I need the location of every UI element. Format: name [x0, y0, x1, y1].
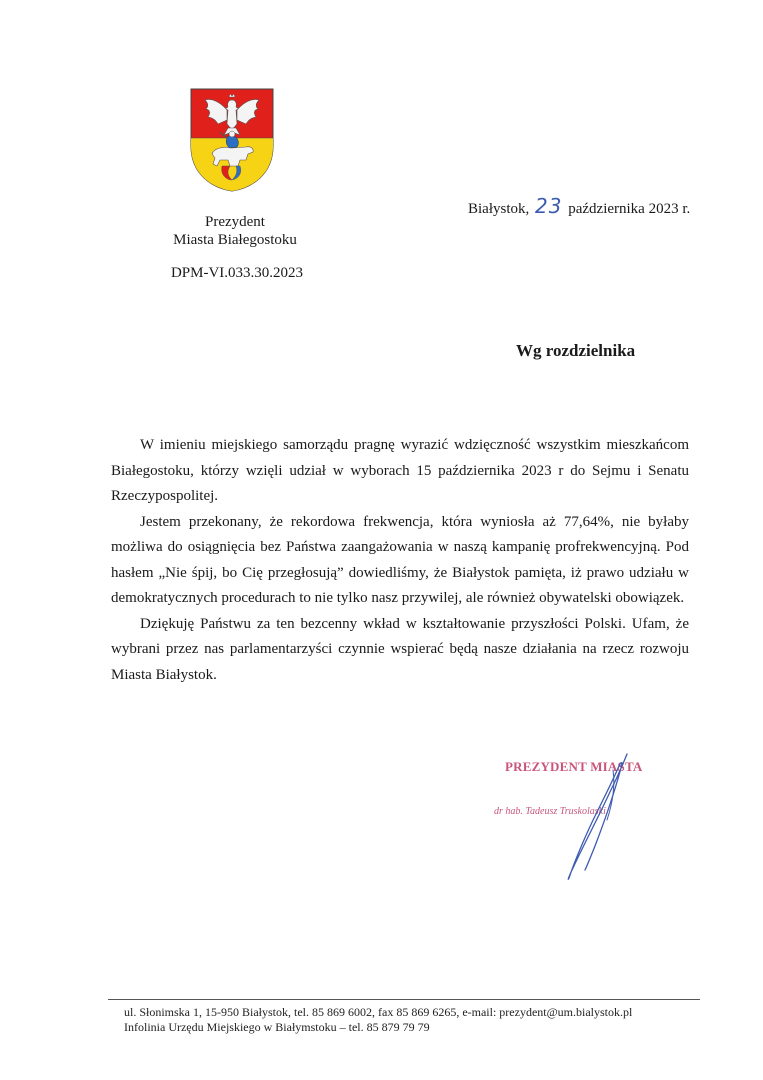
sender-title: Prezydent — [205, 214, 265, 230]
footer-hotline: Infolinia Urzędu Miejskiego w Białymstoku – tel. 85 879 79 79 — [124, 1020, 430, 1034]
date-city: Białystok, — [468, 201, 530, 217]
date-month-year: października 2023 r. — [568, 201, 691, 217]
stamp-name: dr hab. Tadeusz Truskolaski — [494, 806, 606, 817]
bialystok-coat-of-arms-icon — [190, 88, 274, 192]
sender-block — [140, 213, 330, 249]
reference-number: DPM-VI.033.30.2023 — [170, 265, 304, 281]
stamp-title: PREZYDENT MIASTA — [505, 759, 643, 774]
sender-office: Miasta Białegostoku — [173, 232, 297, 248]
paragraph: Jestem przekonany, że rekordowa frekwencja, która wyniosła aż 77,64%, nie byłaby możliwa do osiągnięcia bez Państwa zaangażowania w naszą kampanię profrekwencyjną. Pod hasłem „Nie śpij, bo Cię przegłosują” dowiedliśmy, że Białystok pamięta, iż prawo udziału w demokratycznych procedurach to nie tylko nasz przywilej, ale również obywatelski obowiązek. — [111, 513, 689, 606]
paragraph: Dziękuję Państwu za ten bezcenny wkład w kształtowanie przyszłości Polski. Ufam, że wybrani przez nas parlamentarzyści czynnie wspierać będą nasze działania na rzecz rozwoju Miasta Białystok. — [111, 615, 689, 683]
recipient: Wg rozdzielnika — [516, 341, 636, 360]
paragraph: W imieniu miejskiego samorządu pragnę wyrazić wdzięczność wszystkim mieszkańcom Białegostoku, którzy wzięli udział w wyborach 15 października 2023 r do Sejmu i Senatu Rzeczypospolitej. — [111, 437, 689, 504]
handwritten-signature-icon — [535, 750, 635, 885]
footer-divider — [108, 999, 700, 1000]
footer — [124, 1005, 632, 1035]
footer-address: ul. Słonimska 1, 15-950 Białystok, tel. 85 869 6002, fax 85 869 6265, e-mail: prezydent@um.bialystok.pl — [124, 1005, 633, 1019]
date-line — [468, 194, 690, 218]
letter-body — [111, 433, 689, 688]
date-day-handwritten: 23 — [535, 194, 563, 218]
